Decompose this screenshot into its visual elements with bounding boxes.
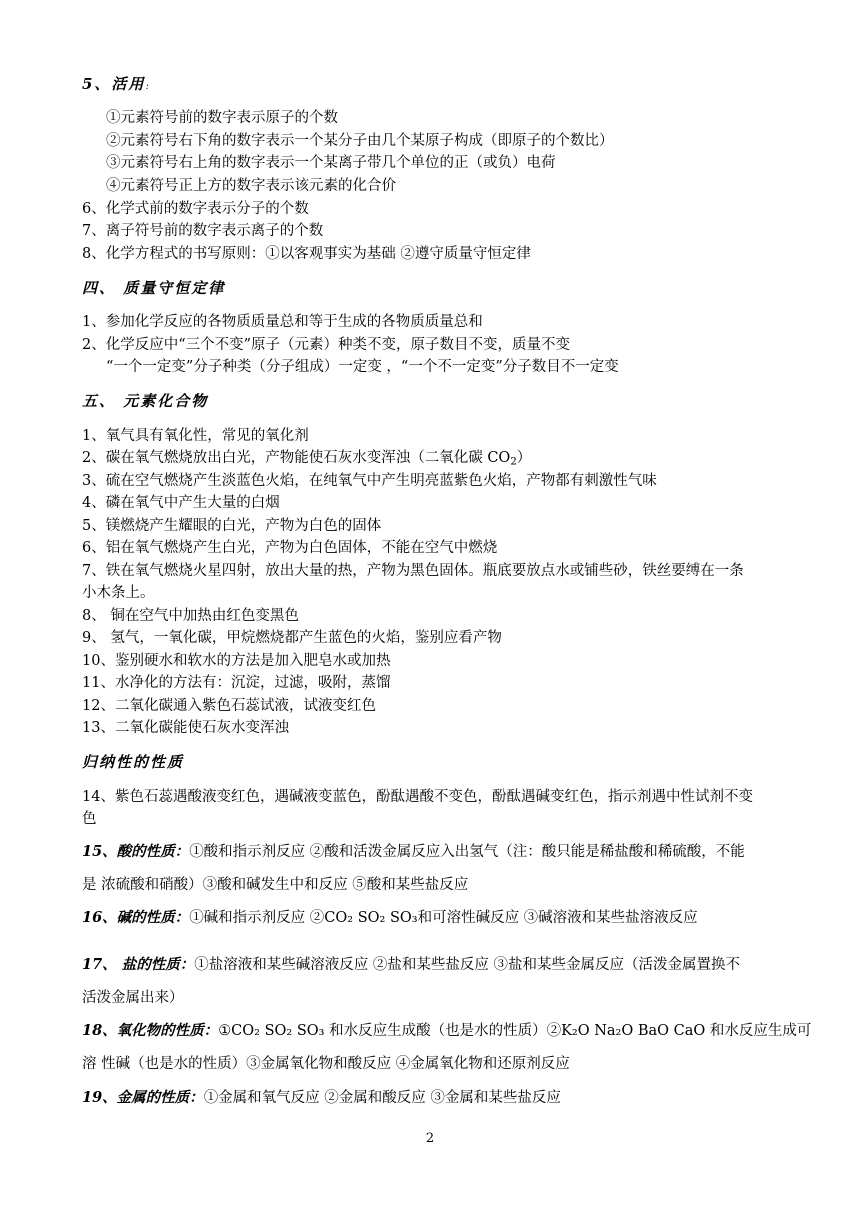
label-base-properties: 16、碱的性质：	[82, 909, 190, 926]
list-item: ②元素符号右下角的数字表示一个某分子由几个某原子构成（即原子的个数比）	[106, 133, 614, 149]
label-salt-properties: 17、 盐的性质：	[82, 956, 195, 973]
list-item: 6、化学式前的数字表示分子的个数	[82, 201, 309, 217]
list-item: 6、铝在氧气燃烧产生白光，产物为白色固体，不能在空气中燃烧	[82, 540, 498, 556]
paragraph-17-cont: 活泼金属出来）	[82, 990, 184, 1006]
list-item: 13、二氧化碳能使石灰水变浑浊	[82, 720, 289, 736]
list-item: ③元素符号右上角的数字表示一个某离子带几个单位的正（或负）电荷	[106, 155, 556, 171]
section-heading-huoyong: 5、活用:	[82, 75, 151, 93]
list-item: 4、磷在氧气中产生大量的白烟	[82, 495, 280, 511]
list-item: 3、硫在空气燃烧产生淡蓝色火焰，在纯氧气中产生明亮蓝紫色火焰，产物都有刺激性气味	[82, 473, 657, 489]
list-item: 9、 氢气，一氧化碳，甲烷燃烧都产生蓝色的火焰，鉴别应看产物	[82, 630, 502, 646]
section-heading-element-compounds: 五、 元素化合物	[82, 392, 209, 410]
paragraph-18: 18、氧化物的性质：①CO₂ SO₂ SO₃ 和水反应生成酸（也是水的性质）②K₂O Na₂O BaO CaO 和水反应生成可	[82, 1022, 812, 1039]
list-item: “一个一定变”分子种类（分子组成）一定变 ，“一个不一定变”分子数目不一定变	[106, 359, 619, 375]
list-item: ④元素符号正上方的数字表示该元素的化合价	[106, 178, 396, 194]
list-item: 1、参加化学反应的各物质质量总和等于生成的各物质质量总和	[82, 314, 483, 330]
paragraph-16: 16、碱的性质：①碱和指示剂反应 ②CO₂ SO₂ SO₃和可溶性碱反应 ③碱溶液和某些盐溶液反应	[82, 909, 698, 926]
list-item: 5、镁燃烧产生耀眼的白光，产物为白色的固体	[82, 518, 382, 534]
list-item: 8、 铜在空气中加热由红色变黑色	[82, 608, 299, 624]
paragraph-17: 17、 盐的性质：①盐溶液和某些碱溶液反应 ②盐和某些盐反应 ③盐和某些金属反应（活泼金属置换不	[82, 956, 740, 973]
paragraph-15-cont: 是 浓硫酸和硝酸）③酸和碱发生中和反应 ⑤酸和某些盐反应	[82, 877, 469, 893]
list-item: 7、铁在氧气燃烧火星四射，放出大量的热，产物为黑色固体。瓶底要放点水或铺些砂，铁丝要缚在一条	[82, 563, 744, 579]
paragraph-14: 14、紫色石蕊遇酸液变红色，遇碱液变蓝色，酚酞遇酸不变色，酚酞遇碱变红色，指示剂遇中性试剂不变	[82, 789, 753, 805]
list-item: 小木条上。	[82, 585, 155, 601]
list-item: 12、二氧化碳通入紫色石蕊试液，试液变红色	[82, 698, 376, 714]
label-acid-properties: 15、酸的性质：	[82, 843, 190, 860]
section-heading-mass-conservation: 四、 质量守恒定律	[82, 279, 226, 297]
paragraph-15: 15、酸的性质：①酸和指示剂反应 ②酸和活泼金属反应入出氢气（注：酸只能是稀盐酸和稀硫酸，不能	[82, 843, 745, 860]
paragraph-19: 19、金属的性质：①金属和氧气反应 ②金属和酸反应 ③金属和某些盐反应	[82, 1089, 561, 1106]
list-item: 8、化学方程式的书写原则：①以客观事实为基础 ②遵守质量守恒定律	[82, 246, 531, 262]
list-item: 1、氧气具有氧化性，常见的氧化剂	[82, 428, 309, 444]
paragraph-14-cont: 色	[82, 811, 97, 827]
label-metal-properties: 19、金属的性质：	[82, 1089, 204, 1106]
section-heading-general-properties: 归纳性的性质	[82, 753, 185, 771]
label-oxide-properties: 18、氧化物的性质：	[82, 1022, 219, 1039]
list-item: 2、化学反应中“三个不变”原子（元素）种类不变，原子数目不变，质量不变	[82, 337, 571, 353]
list-item: 7、离子符号前的数字表示离子的个数	[82, 223, 324, 239]
page-number: 2	[425, 1131, 435, 1146]
paragraph-18-cont: 溶 性碱（也是水的性质）③金属氧化物和酸反应 ④金属氧化物和还原剂反应	[82, 1056, 570, 1072]
list-item: 10、鉴别硬水和软水的方法是加入肥皂水或加热	[82, 653, 391, 669]
list-item: ①元素符号前的数字表示原子的个数	[106, 110, 338, 126]
list-item: 2、碳在氧气燃烧放出白光，产物能使石灰水变浑浊（二氧化碳 $CO_2$）	[82, 450, 532, 468]
list-item: 11、水净化的方法有：沉淀，过滤，吸附，蒸馏	[82, 675, 391, 691]
